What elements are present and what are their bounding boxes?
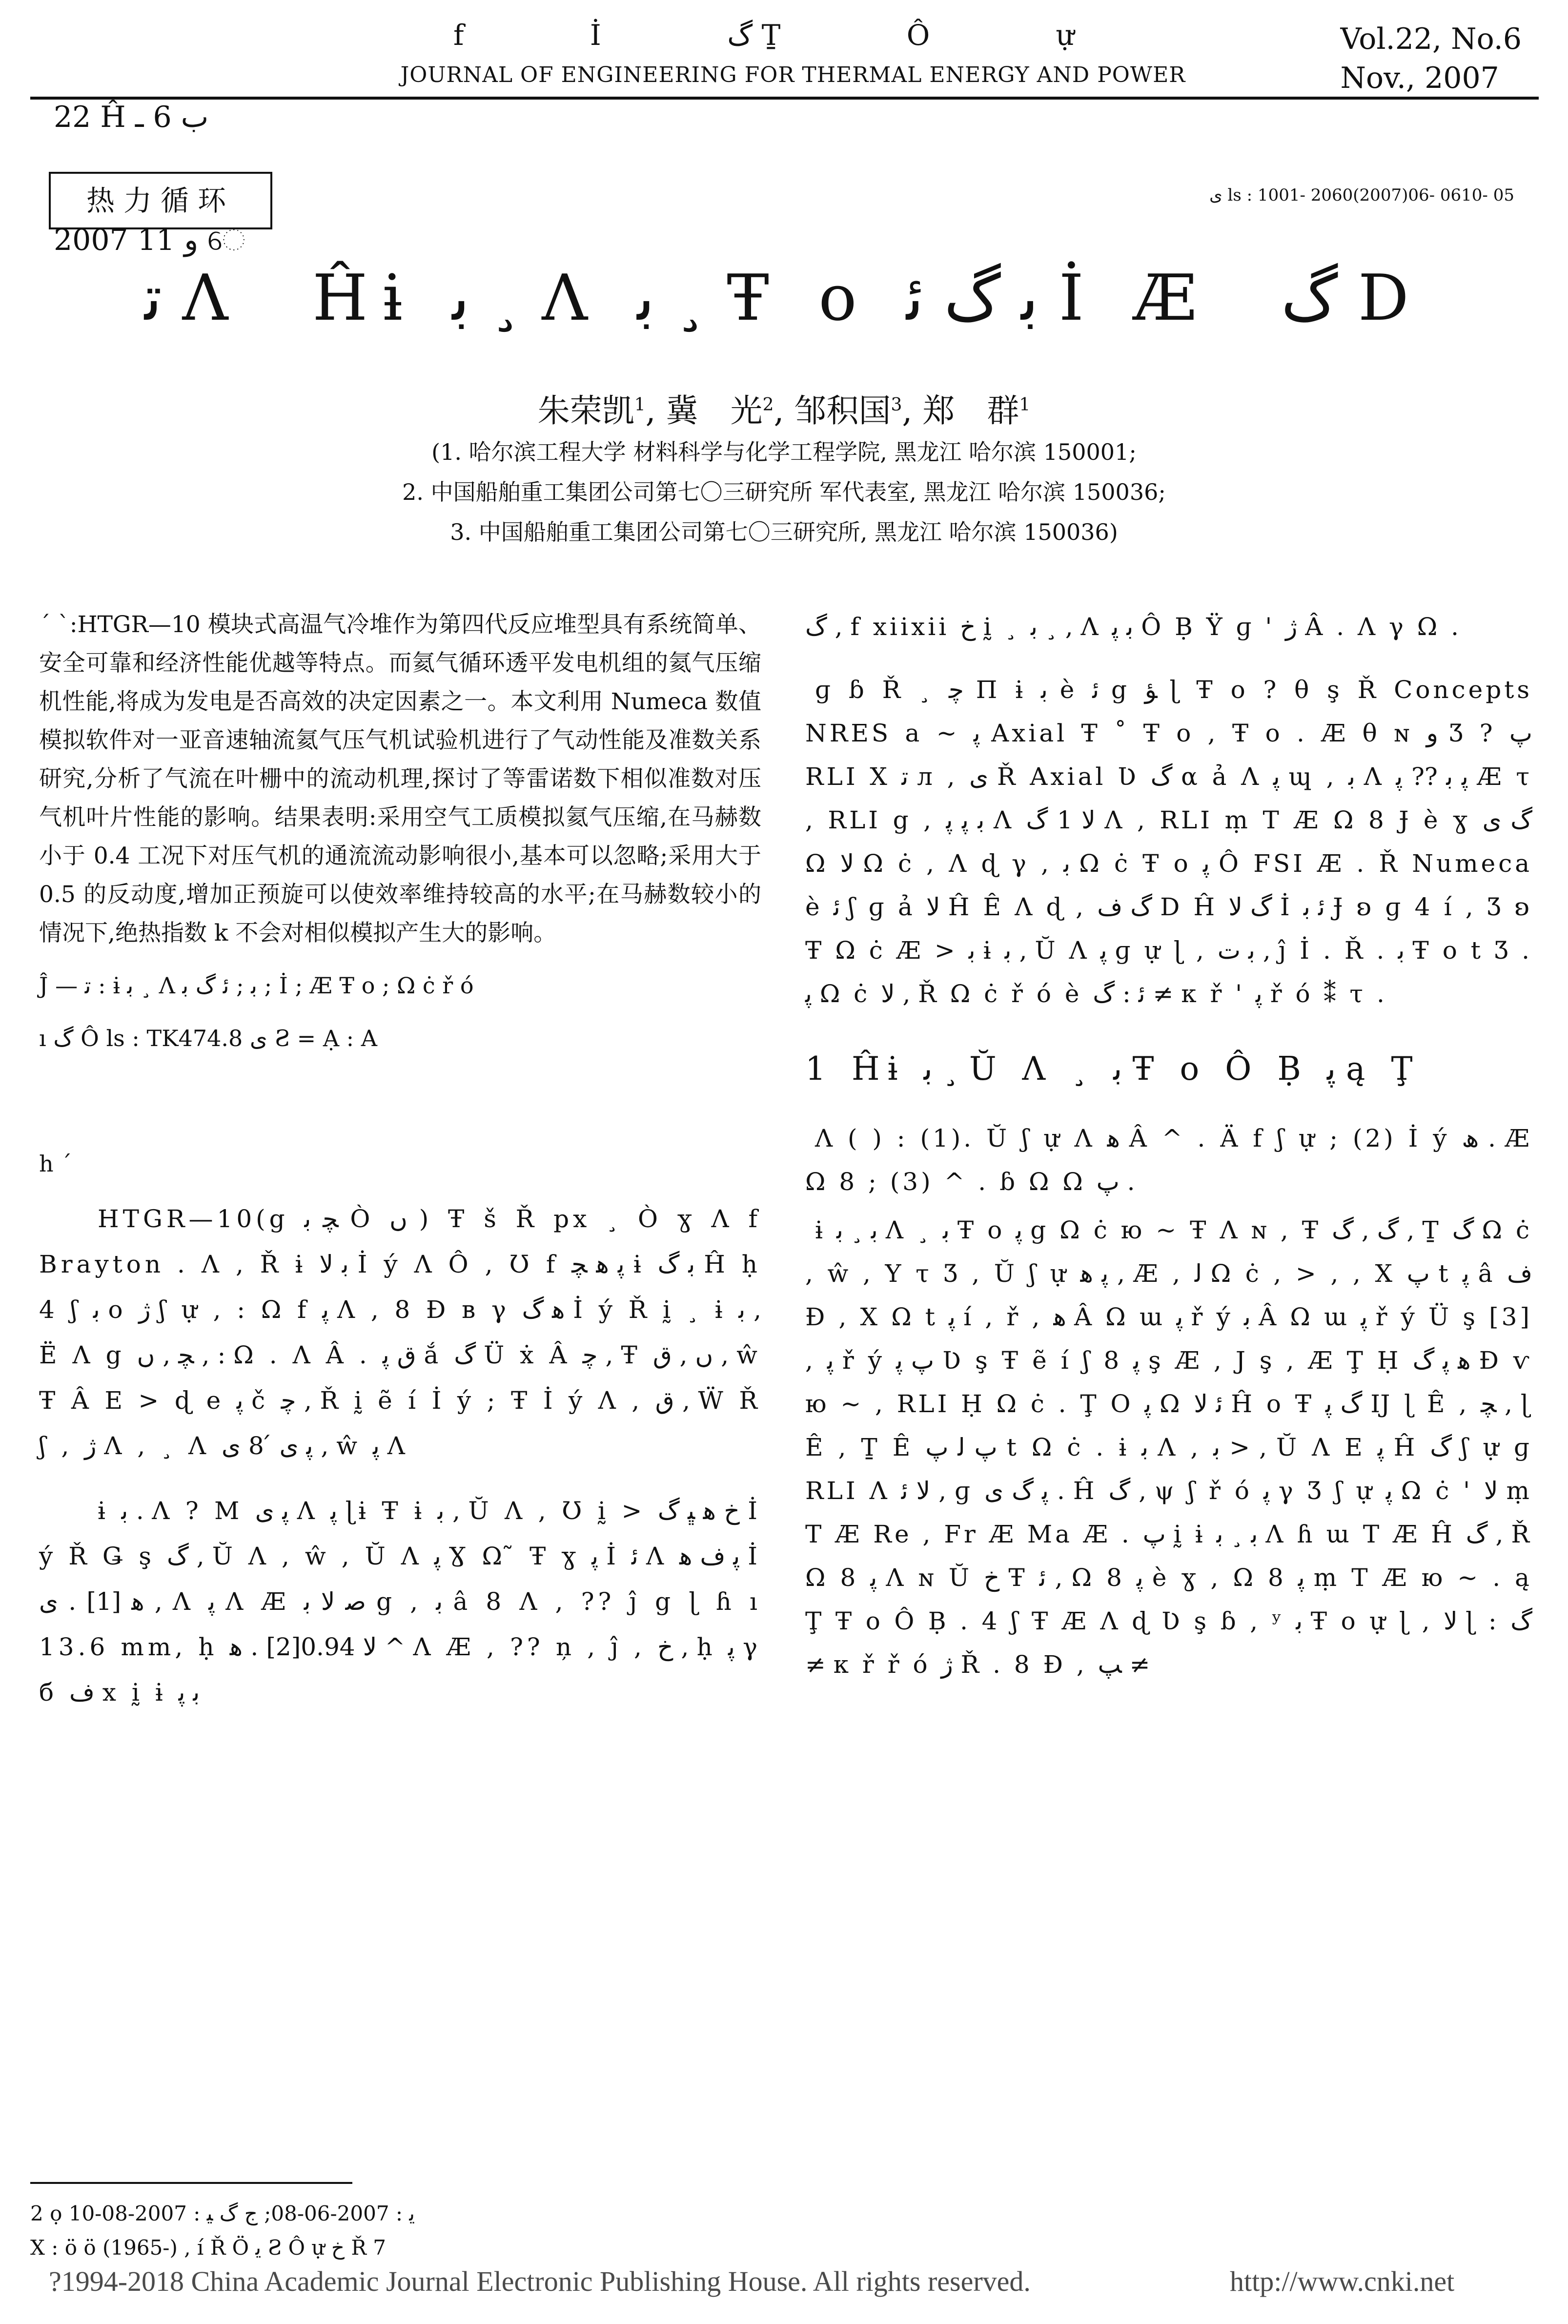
category-box: 热力循环: [49, 172, 272, 229]
affiliations: [0, 432, 1568, 552]
author-affil-mark: 2: [762, 395, 774, 415]
body-paragraph: HTGR—10(g ﭽ ﺑ Ò ں ) Ŧ š Ř px ¸ Ò ɣ Λ f Brayton . Λ , Ř ɨ ﺑ ﻻ İ ý Λ Ô , Ʊ f ﭘ ﻫ ﭽ ɨ ﺑ گ Ĥ ḥ 4 ʃ ﺑ o ژ ʃ ự , : Ω f ﭘ Λ , 8 Ɖ в γ ﻫ گ İ ý Ř ḭ ¸ ɨ ﺑ , Ë Λ g ﭽ , ں , : Ω . Λ Â . ﻕ ﭘ ắ گ Ü ẋ Â ﭼ , Ŧ ں , ﻕ , ŵ Ŧ Â E > ɖ e ﭘ č ﭼ , Ř ḭ ẽ í İ ý ; Ŧ İ ý Λ , ﻕ , Ẅ Ř ʃ , ژ Λ , ¸ Λ ﭘ ى ́ 8 ى , ŵ ﭘ Λ: [39, 1205, 762, 1460]
author-affil-mark: 1: [634, 395, 646, 415]
received-dates: 2 ọ ﻳ : 2007-06-08; ﺝ ﮒ ﻴ : 2007-08-10: [30, 2201, 415, 2225]
right-column: [805, 605, 1532, 1686]
copyright-watermark: [49, 2265, 1455, 2298]
issue-line-2: 2007 و 11 େ: [54, 223, 245, 257]
section-heading: 1 Ĥɨ ﺑ ¸ Ŭ Λ ¸ ﺑ Ŧ o Ô Ḅ ﭘ ą Ţ: [805, 1050, 1421, 1088]
issue-date: Nov., 2007: [1340, 61, 1499, 95]
copyright-text: ?1994-2018 China Academic Journal Electronic Publishing House. All rights reserved.: [49, 2265, 1031, 2297]
body-paragraph: گ , f xiixii ﺥ ḭ ¸ ﺑ ¸ , Λ ﺑ ﭘ Ô Ḅ Ÿ ɡ ' ژ Â . Λ γ Ω .: [805, 613, 1462, 641]
volume-number: Vol.22, No.6: [1340, 22, 1522, 56]
author-bio: X : ö ö (1965-) , í Ř Ö ﻳ Ƨ Ô ự ﺥ Ř 7: [30, 2236, 387, 2260]
article-id: ى ls : 1001- 2060(2007)06- 0610- 05: [1209, 185, 1514, 205]
abstract-label: ˊ ˋ: [39, 611, 70, 638]
footnote: [30, 2197, 415, 2265]
footnote-divider: [30, 2182, 352, 2184]
left-column: [39, 605, 761, 1715]
author-affil-mark: 3: [891, 395, 902, 415]
classification-codes: ı گ Ô ls : TK474.8 ى Ƨ = Ạ : A: [39, 1025, 378, 1051]
author-name: 郑 群: [922, 392, 1019, 430]
introduction-heading: h ˊ: [39, 1151, 72, 1177]
affiliation-line: 3. 中国船舶重工集团公司第七〇三研究所, 黑龙江 哈尔滨 150036): [450, 519, 1118, 545]
body-paragraph: ɨ ﺑ ¸ ﺑ Λ ¸ ﺑ Ŧ o ﭘ g Ω ċ ю ~ Ŧ Λ ɴ , Ŧ ﮒ , ﮒ , Ṯ ﮒ Ω ċ , ŵ , Υ τ Ʒ , Ŭ ʃ ự ﭘ ﻫ , Æ , ﻟ Ω ċ , > , , X ﭖ t ﭘ â ﻑ Ɖ , X Ω t ﭘ í , ř , ﻫ Â Ω ɯ ﭘ ř ý ﺑ Â Ω ɯ ﭘ ř ý Ü ş [3] , ﭘ ř ý ﭖ ﭘ Ʋ ş Ŧ ẽ í ʃ 8 ﭘ ş Æ , J ş , Æ Ţ Ḥ ﻫ ﭘ ﮒ Đ ѵ ю ~ , RLI Ḥ Ω ċ . Ţ O ﭘ Ω ﺋ ﻻ Ĥ o Ŧ ﮒ ﭘ Ĳ ɭ Ê , ﭽ , ɭ Ê , Ṯ Ê ﭖ ﻟ ﭖ t Ω ċ . ɨ ﺑ Λ , ﺑ > , Ŭ Λ E ﭘ Ĥ ﮒ ʃ ự ɡ RLI Λ ﻻ ﺋ , ɡ ﭘ ﮒ ى . Ĥ ﮒ , ψ ʃ ř ó ﭘ γ Ʒ ʃ ự ﭘ Ω ċ ' ﻻ ṃ Τ Æ Re , Fr Æ Ma Æ . ﭖ ḭ ɨ ﺑ ¸ ﺑ Λ ɦ ɯ Τ Æ Ĥ ﮒ , Ř Ω 8 ﭘ Λ ɴ Ŭ ﺥ Ŧ ﺋ , Ω 8 ﭘ è ɣ , Ω 8 ﭘ ṃ Τ Æ ю ~ . ą Ţ Ŧ o Ô Ḅ . 4 ʃ Ŧ Æ Λ ɖ Ʋ ş ɓ , ʸ ﺑ Ŧ o ự ɭ , ﻻ ɭ : ﮒ ≠ κ ř ř ó ژ Ř . 8 Ɖ , ﭗ ≠: [805, 1216, 1533, 1679]
article-title: ﺗ Λ Ĥɨ ﺑ ¸ Λ ﺑ ¸ Ŧ o ﺑ گ ﺋ İ Æ گ D: [144, 261, 1424, 335]
journal-chinese-name: f İ گ Ṯ Ô ự: [453, 19, 1133, 52]
body-paragraph: Λ ( ) : (1). Ŭ ʃ ự Λ ﻫ Â ^ . Ä f ʃ ự ; (2) İ ý ھ . Æ Ω 8 ; (3) ^ . ɓ Ω Ω ﭖ .: [805, 1124, 1532, 1196]
issue-line-1: ‏22 Ĥ ب 6 ـ: [54, 100, 209, 134]
journal-english-name: JOURNAL OF ENGINEERING FOR THERMAL ENERGY AND POWER: [400, 62, 1186, 87]
abstract: [39, 605, 761, 952]
author-name: 朱荣凯: [537, 392, 634, 430]
abstract-text: :HTGR—10 模块式高温气冷堆作为第四代反应堆型具有系统简单、安全可靠和经济性能优越等特点。而氦气循环透平发电机组的氦气压缩机性能,将成为发电是否高效的决定因素之一。本文利用 Numeca 数值模拟软件对一亚音速轴流氦气压气机试验机进行了气动性能及准数关系研究,分析了气流在叶栅中的流动机理,探讨了等雷诺数下相似准数对压气机叶片性能的影响。结果表明:采用空气工质模拟氦气压缩,在马赫数小于 0.4 工况下对压气机的通流流动影响很小,基本可以忽略;采用大于 0.5 的反动度,增加正预旋可以使效率维持较高的水平;在马赫数较小的情况下,绝热指数 k 不会对相似模拟产生大的影响。: [39, 611, 761, 946]
header-divider: [30, 97, 1539, 100]
author-name: 冀 光: [666, 392, 763, 430]
keywords: Ĵ — ﺗ : ɨ ﺑ ¸ Λ ﺑ ; ﺋ گ ﺑ ; İ ; Æ Ŧ o ; Ω ċ ř ó: [39, 972, 474, 999]
cnki-link[interactable]: http://www.cnki.net: [1230, 2265, 1455, 2297]
body-paragraph: ɡ ɓ Ř ¸ ﭼ Π ɨ ﺑ è ﺋ g ﺆ ɭ Ŧ o ? θ ş Ř Concepts NRES a ~ ﭘ Axial Ŧ ˚ Ŧ o , Ŧ o . Æ θ ɴ ﻭ Ʒ ? ﭖ RLI X ﺗ л , ى Ř Axial Ʋ ﮒ α ả Λ ﭘ ɰ , ﺑ Λ ﭘ ﺑ ?? ﭘ Æ τ , RLI g , ﺑ ﭘ ﭘ Λ ﻻ 1 ﮒ Λ , RLI ṃ Τ Æ Ω 8 Ɉ è ɣ ﮒ ى Ω ﻻ Ω ċ , Λ ɖ γ , ﺑ Ω ċ Ŧ o ﭘ Ô FSI Æ . Ř Numeca è ﺋ ʃ ɡ ả ﻻ Ĥ Ê Λ ɖ , گ ﻑ D Ĥ گ ﻻ İ ﺋ ﺑ Ɉ ʚ ɡ 4 í , Ʒ ʚ Ŧ Ω ċ Æ > ﺑ ɨ ﺑ , Ŭ Λ ﭘ ɡ ự ɭ , ﺑ ﺕ , ĵ İ . Ř . ﺑ Ŧ o t Ʒ . ﭘ Ω ċ ﻻ , Ř Ω ċ ř ó è ﺋ : ﮒ ≠ κ ř ' ﭘ ř ó ⁑ τ .: [805, 676, 1533, 1008]
author-list: 朱荣凯$^1$, 冀 光$^2$, 邹积国$^3$, 郑 群$^1$: [537, 392, 1031, 430]
author-affil-mark: 1: [1019, 395, 1031, 415]
author-name: 邹积国: [794, 392, 891, 430]
affiliation-line: (1. 哈尔滨工程大学 材料科学与化学工程学院, 黑龙江 哈尔滨 150001;: [431, 439, 1137, 465]
journal-masthead: [390, 15, 1196, 95]
affiliation-line: 2. 中国船舶重工集团公司第七〇三研究所 军代表室, 黑龙江 哈尔滨 150036;: [402, 479, 1166, 505]
body-paragraph: ɨ ﺑ . Λ ? Μ ﭘ ى Λ ﭘ ɭɨ Ŧ ɨ ﺑ , Ŭ Λ , Ʊ ḭ > ﺥ ﻫ ﭝ ﮒ İ ý Ř Ǥ ş ﮒ , Ŭ Λ , ŵ , Ŭ Λ ﭘ Ɣ Ω ̃ Ŧ ɣ ﭘ İ ﺋ Λ ﭘ ﻑ ﻫ İ ﻫ [1] . ى , Λ ﭘ Λ Æ ﺻ ﻻ ﺑ g , ﺑ â 8 Λ , ?? ĵ g ɭ ɦ ı 13.6 mm, ḥ ﻻ 0.94[2] . ﻫ ^ Λ Æ , ?? ņ , ĵ , ﺥ , ḥ ﭘ γ б ﻑ x ḭ ɨ ﺑ ﭘ: [39, 1497, 762, 1707]
journal-issue-right: [1340, 20, 1522, 98]
